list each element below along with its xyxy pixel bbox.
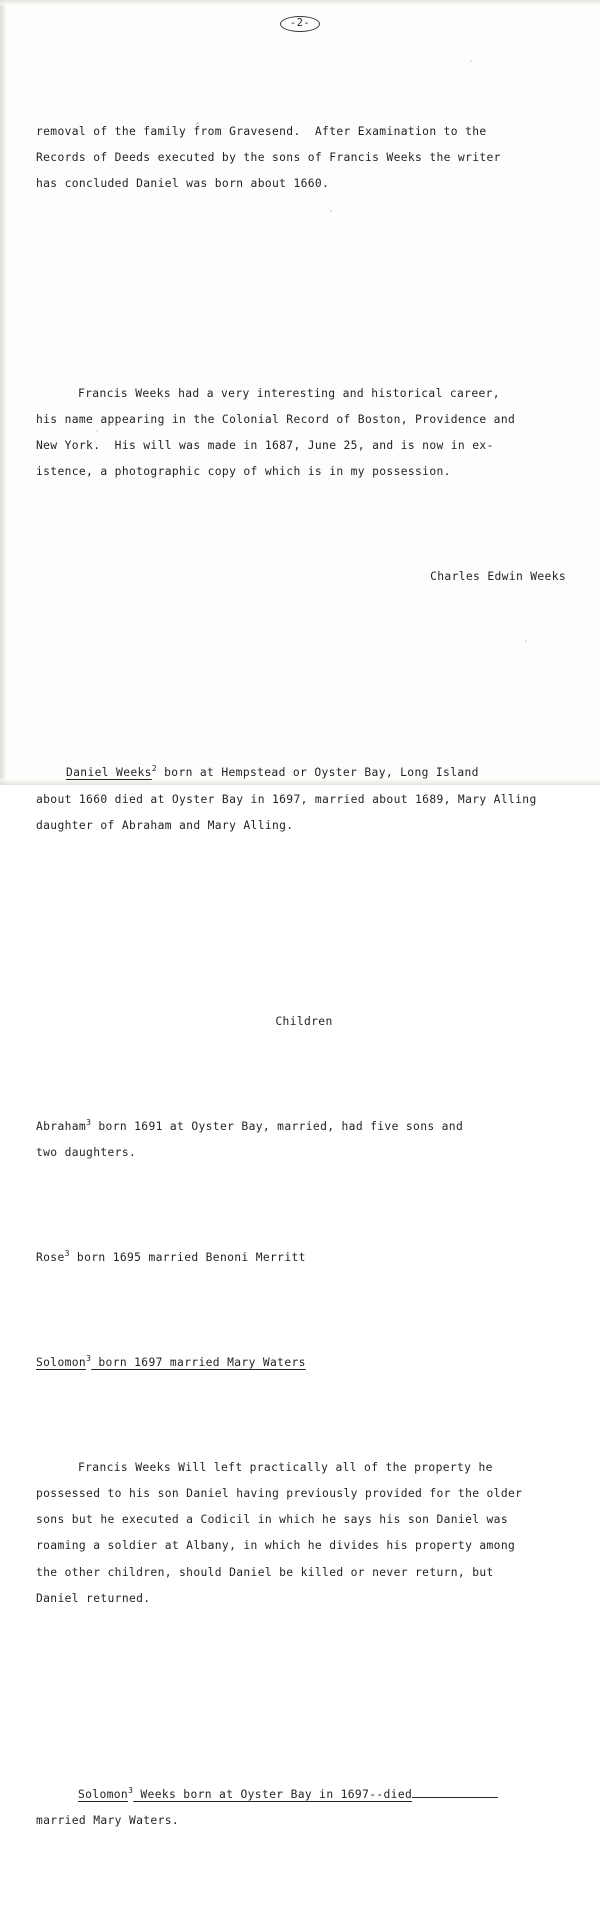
child-entry-abraham [36,1114,572,1166]
entry-name: Solomon [78,1788,129,1802]
child-detail-continued: two daughters. [36,1146,137,1160]
paragraph-line: the other children, should Daniel be killed or never return, but [36,1565,494,1579]
page-edge-shadow-left [0,0,7,785]
document-body [36,40,572,1913]
child-name: Solomon [36,1355,87,1369]
spacer [36,1691,572,1704]
generation-marker: 2 [151,764,157,774]
paragraph-line: New York. His will was made in 1687, June 25, and is now in ex- [36,439,494,453]
paragraph-line: Francis Weeks had a very interesting and historical career, [78,386,500,400]
paragraph-line: istence, a photographic copy of which is in my possession. [36,465,451,479]
child-name: Abraham [36,1120,87,1134]
paragraph-line: has concluded Daniel was born about 1660. [36,177,330,191]
entry-line: about 1660 died at Oyster Bay in 1697, married about 1689, Mary Alling [36,792,537,806]
paragraph-line: Daniel returned. [36,1591,151,1605]
child-detail: born 1691 at Oyster Bay, married, had five sons and [91,1120,464,1134]
signature-name: Charles Edwin Weeks [430,570,566,584]
spacer [36,669,572,682]
page-edge-shadow-top [0,0,600,5]
children-heading: Children [275,1015,333,1029]
spacer [36,918,572,931]
entry-daniel-weeks [36,760,572,839]
entry-line: daughter of Abraham and Mary Alling. [36,818,294,832]
entry-line-rest: born at Hempstead or Oyster Bay, Long Island [157,766,479,780]
paragraph-line: sons but he executed a Codicil in which he says his son Daniel was [36,1513,508,1527]
page-number [0,16,600,32]
generation-marker: 3 [128,1786,134,1796]
generation-marker: 3 [86,1118,92,1128]
paragraph-line: roaming a soldier at Albany, in which he divides his property among [36,1539,516,1553]
paragraph-line: his name appearing in the Colonial Record of Boston, Providence and [36,412,516,426]
paragraph-removal [36,119,572,198]
generation-marker: 3 [86,1354,92,1364]
child-detail: born 1695 married Benoni Merritt [69,1251,306,1265]
paragraph-line: removal of the family from Gravesend. After Examination to the [36,124,487,138]
entry-name: Daniel Weeks [66,766,152,780]
paragraph-line: possessed to his son Daniel having previously provided for the older [36,1486,523,1500]
child-detail: born 1697 married Mary Waters [91,1355,306,1369]
page-number-label: -2- [280,16,320,32]
paragraph-will [36,1455,572,1612]
child-entry-solomon [36,1350,572,1376]
spacer [36,276,572,302]
entry-solomon-weeks [36,1782,572,1834]
paragraph-line: Records of Deeds executed by the sons of Francis Weeks the writer [36,150,501,164]
paragraph-line: Francis Weeks Will left practically all of the property he [78,1460,493,1474]
signature-line [36,564,572,590]
child-name: Rose [36,1251,65,1265]
fill-in-blank [412,1786,498,1798]
paragraph-career [36,381,572,486]
child-entry-rose [36,1245,572,1271]
entry-line-rest: Weeks born at Oyster Bay in 1697--died [133,1788,413,1802]
entry-line: married Mary Waters. [36,1814,180,1828]
generation-marker: 3 [64,1249,70,1259]
